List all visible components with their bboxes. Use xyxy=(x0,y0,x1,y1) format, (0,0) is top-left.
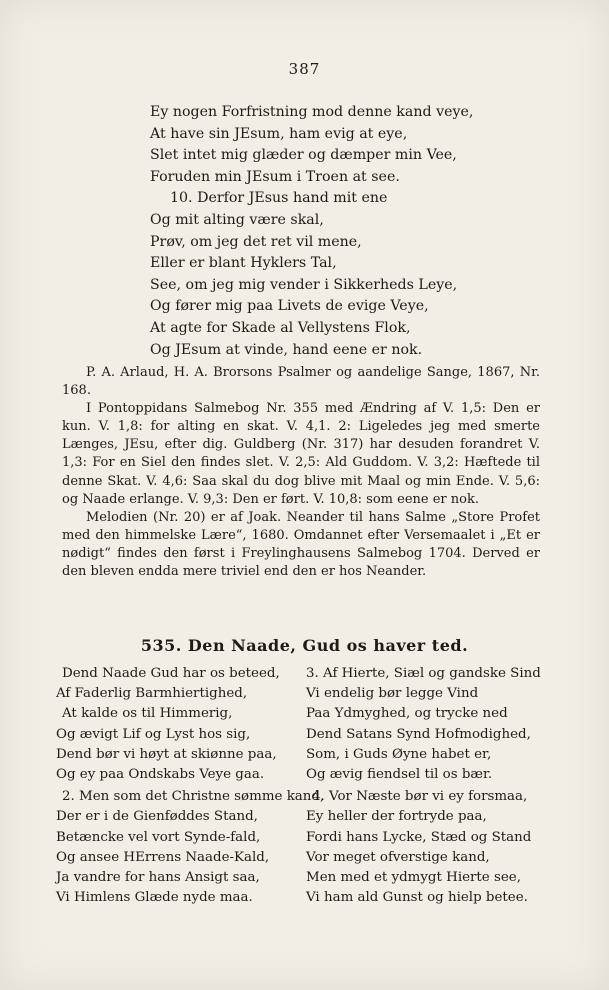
editorial-notes xyxy=(62,364,540,581)
verse-3 xyxy=(306,664,541,785)
stanza-9-continuation xyxy=(150,102,473,361)
hymn-left-column xyxy=(56,664,325,926)
verse-line: Paa Ydmyghed, og trycke ned xyxy=(306,706,508,722)
verse-line: Og fører mig paa Livets de evige Veye, xyxy=(150,298,429,315)
melody-note: Melodien (Nr. 20) er af Joak. Neander til hans Salme „Store Profet med den himmelske Lære“, 1680. Omdannet efter Versemaalet i „Et er nødigt“ findes den først i Freylinghausens Salmebog 1704. Derved er den bleven endda mere triviel end den er hos Neander. xyxy=(62,509,540,580)
verse-line: Og ævigt Lif og Lyst hos sig, xyxy=(56,726,251,742)
source-note: P. A. Arlaud, H. A. Brorsons Psalmer og aandelige Sange, 1867, Nr. 168. xyxy=(62,365,540,399)
verse-1 xyxy=(56,664,296,785)
verse-line: See, om jeg mig vender i Sikkerheds Leye, xyxy=(150,276,458,293)
verse-line: Slet intet mig glæder og dæmper min Vee, xyxy=(150,147,457,164)
verse-line: Og ævig fiendsel til os bær. xyxy=(306,767,493,783)
verse-line: Ey nogen Forfristning mod denne kand veye, xyxy=(150,104,474,120)
verse-line: Vor meget ofverstige kand, xyxy=(306,849,490,865)
hymn-535-body xyxy=(56,664,541,926)
verse-line: 2. Men som det Christne sømme kand, xyxy=(62,789,325,805)
verse-line: Foruden min JEsum i Troen at see. xyxy=(150,168,400,185)
verse-4 xyxy=(306,787,541,908)
verse-line: Vi Himlens Glæde nyde maa. xyxy=(56,890,253,906)
verse-line: Af Faderlig Barmhiertighed, xyxy=(56,686,248,702)
hymn-right-column xyxy=(300,664,541,926)
verse-line: Betæncke vel vort Synde-fald, xyxy=(56,829,261,845)
variants-note: I Pontoppidans Salmebog Nr. 355 med Ændring af V. 1,5: Den er kun. V. 1,8: for alting en skat. V. 4,1. 2: Ligeledes jeg med smerte Længes, JEsu, efter dig. Guldberg (Nr. 317) har desuden forandret V. 1,3: For en Siel den findes slet. V. 2,5: Ald Guddom. V. 3,2: Hæftede til denne Skat. V. 4,6: Saa skal du dog blive mit Maal og min Ende. V. 5,6: og Naade erlange. V. 9,3: Den er ført. V. 10,8: som eene er nok. xyxy=(62,401,540,507)
verse-line: 4. Vor Næste bør vi ey forsmaa, xyxy=(312,789,528,805)
verse-line: Ja vandre for hans Ansigt saa, xyxy=(56,870,260,886)
verse-line: Som, i Guds Øyne habet er, xyxy=(306,746,492,762)
verse-line: Og ansee HErrens Naade-Kald, xyxy=(56,849,270,865)
page-number: 387 xyxy=(288,60,321,78)
verse-line: 10. Derfor JEsus hand mit ene xyxy=(170,190,388,207)
verse-line: Ey heller der fortryde paa, xyxy=(306,809,487,825)
verse-line: Dend bør vi høyt at skiønne paa, xyxy=(56,746,277,762)
verse-line: Vi endelig bør legge Vind xyxy=(306,686,479,702)
verse-line: Fordi hans Lycke, Stæd og Stand xyxy=(306,829,532,845)
hymn-title: 535. Den Naade, Gud os haver ted. xyxy=(140,636,469,655)
verse-line: At agte for Skade al Vellystens Flok, xyxy=(150,319,411,336)
verse-line: Prøv, om jeg det ret vil mene, xyxy=(150,233,362,250)
verse-line: Eller er blant Hyklers Tal, xyxy=(150,255,337,272)
verse-line: Der er i de Gienføddes Stand, xyxy=(56,809,258,825)
verse-line: Dend Satans Synd Hofmodighed, xyxy=(306,726,531,742)
verse-line: Dend Naade Gud har os beteed, xyxy=(62,666,280,681)
verse-line: At kalde os til Himmerig, xyxy=(62,706,233,722)
verse-line: Og JEsum at vinde, hand eene er nok. xyxy=(150,341,423,358)
verse-line: Og ey paa Ondskabs Veye gaa. xyxy=(56,767,265,783)
verse-2 xyxy=(56,787,325,908)
verse-line: Vi ham ald Gunst og hielp betee. xyxy=(306,890,528,906)
verse-line: Men med et ydmygt Hierte see, xyxy=(306,870,521,886)
verse-line: 3. Af Hierte, Siæl og gandske Sind xyxy=(306,666,541,681)
verse-line: Og mit alting være skal, xyxy=(150,211,324,228)
verse-line: At have sin JEsum, ham evig at eye, xyxy=(150,125,408,142)
